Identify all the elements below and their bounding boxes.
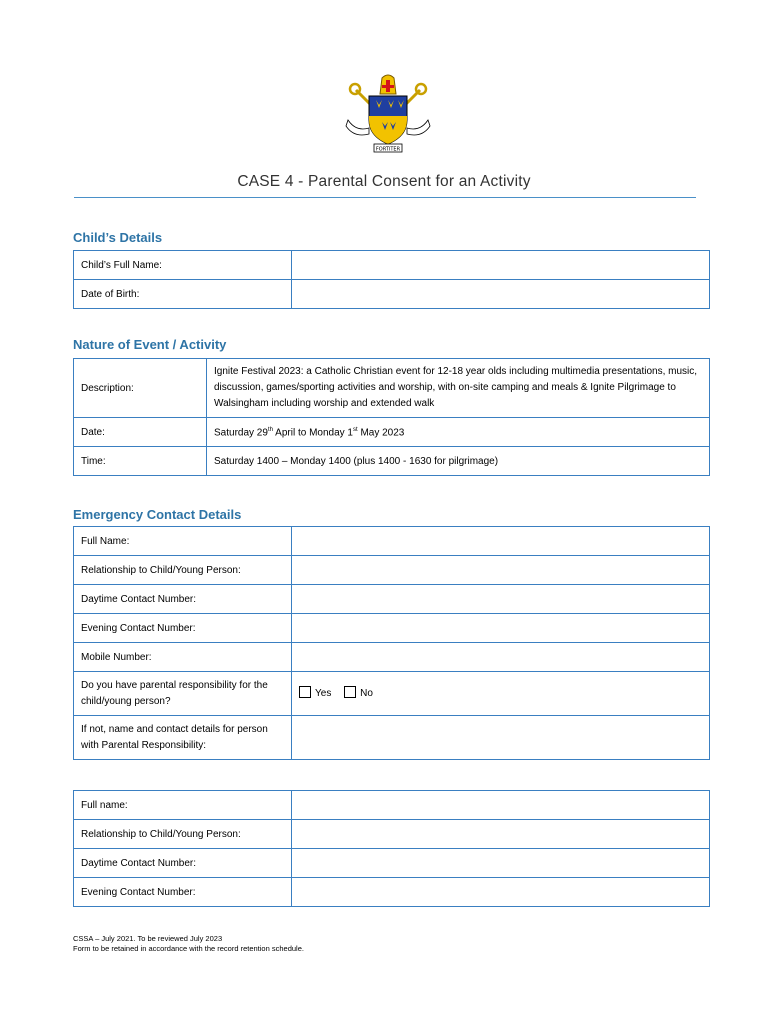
second-relationship-label: Relationship to Child/Young Person: xyxy=(74,820,292,849)
yes-checkbox[interactable] xyxy=(299,686,311,698)
parental-responsibility-question: Do you have parental responsibility for the child/young person? xyxy=(74,672,292,716)
date-ordinal-1: th xyxy=(267,427,273,434)
table-row xyxy=(74,791,710,820)
table-row xyxy=(74,418,710,447)
table-row xyxy=(74,251,710,280)
emergency-mobile-field[interactable] xyxy=(292,643,710,672)
footer-note xyxy=(73,934,304,954)
second-daytime-field[interactable] xyxy=(292,849,710,878)
table-row xyxy=(74,447,710,476)
if-not-field[interactable] xyxy=(292,716,710,760)
emergency-relationship-label: Relationship to Child/Young Person: xyxy=(74,556,292,585)
emergency-table xyxy=(73,526,710,760)
table-row xyxy=(74,614,710,643)
emergency-daytime-field[interactable] xyxy=(292,585,710,614)
date-text-2: April to Monday 1 xyxy=(272,427,353,439)
table-row xyxy=(74,878,710,907)
table-row xyxy=(74,585,710,614)
table-row xyxy=(74,643,710,672)
second-evening-label: Evening Contact Number: xyxy=(74,878,292,907)
if-not-label: If not, name and contact details for person with Parental Responsibility: xyxy=(74,716,292,760)
table-row xyxy=(74,820,710,849)
second-contact-table xyxy=(73,790,710,907)
emergency-full-name-label: Full Name: xyxy=(74,527,292,556)
second-full-name-field[interactable] xyxy=(292,791,710,820)
childs-full-name-label: Child’s Full Name: xyxy=(74,251,292,280)
childs-details-table xyxy=(73,250,710,309)
title-divider xyxy=(74,197,696,198)
emergency-daytime-label: Daytime Contact Number: xyxy=(74,585,292,614)
childs-full-name-field[interactable] xyxy=(292,251,710,280)
event-heading: Nature of Event / Activity xyxy=(73,337,227,352)
emergency-evening-field[interactable] xyxy=(292,614,710,643)
footer-line-2: Form to be retained in accordance with the record retention schedule. xyxy=(73,944,304,953)
table-row xyxy=(74,556,710,585)
date-label: Date: xyxy=(74,418,207,447)
event-table xyxy=(73,358,710,476)
table-row xyxy=(74,280,710,309)
date-text-3: May 2023 xyxy=(357,427,405,439)
date-value xyxy=(207,418,710,447)
emergency-evening-label: Evening Contact Number: xyxy=(74,614,292,643)
no-checkbox[interactable] xyxy=(344,686,356,698)
second-evening-field[interactable] xyxy=(292,878,710,907)
no-option[interactable] xyxy=(344,688,373,699)
crest-motto: FORTITER xyxy=(375,146,401,153)
no-label: No xyxy=(360,688,373,699)
date-of-birth-label: Date of Birth: xyxy=(74,280,292,309)
table-row xyxy=(74,359,710,418)
time-label: Time: xyxy=(74,447,207,476)
diocesan-crest-logo xyxy=(342,70,434,154)
second-full-name-label: Full name: xyxy=(74,791,292,820)
yes-option[interactable] xyxy=(299,688,331,699)
second-relationship-field[interactable] xyxy=(292,820,710,849)
parental-responsibility-options xyxy=(292,672,710,716)
emergency-full-name-field[interactable] xyxy=(292,527,710,556)
footer-line-1: CSSA – July 2021. To be reviewed July 2023 xyxy=(73,934,223,943)
date-of-birth-field[interactable] xyxy=(292,280,710,309)
description-label: Description: xyxy=(74,359,207,418)
description-value: Ignite Festival 2023: a Catholic Christian event for 12-18 year olds including multimedia presentations, music, discussion, games/sporting activities and worship, with on-site camping and meals & Ignite Pilgrimage to Walsingham including worship and extended walk xyxy=(207,359,710,418)
emergency-heading: Emergency Contact Details xyxy=(73,507,242,522)
second-daytime-label: Daytime Contact Number: xyxy=(74,849,292,878)
page-title: CASE 4 - Parental Consent for an Activity xyxy=(237,173,531,190)
yes-label: Yes xyxy=(315,688,332,699)
date-text-1: Saturday 29 xyxy=(214,427,268,439)
table-row xyxy=(74,849,710,878)
emergency-relationship-field[interactable] xyxy=(292,556,710,585)
table-row xyxy=(74,527,710,556)
table-row xyxy=(74,716,710,760)
date-ordinal-2: st xyxy=(353,427,358,434)
emergency-mobile-label: Mobile Number: xyxy=(74,643,292,672)
time-value: Saturday 1400 – Monday 1400 (plus 1400 - 1630 for pilgrimage) xyxy=(207,447,710,476)
table-row xyxy=(74,672,710,716)
childs-details-heading: Child’s Details xyxy=(73,230,163,245)
